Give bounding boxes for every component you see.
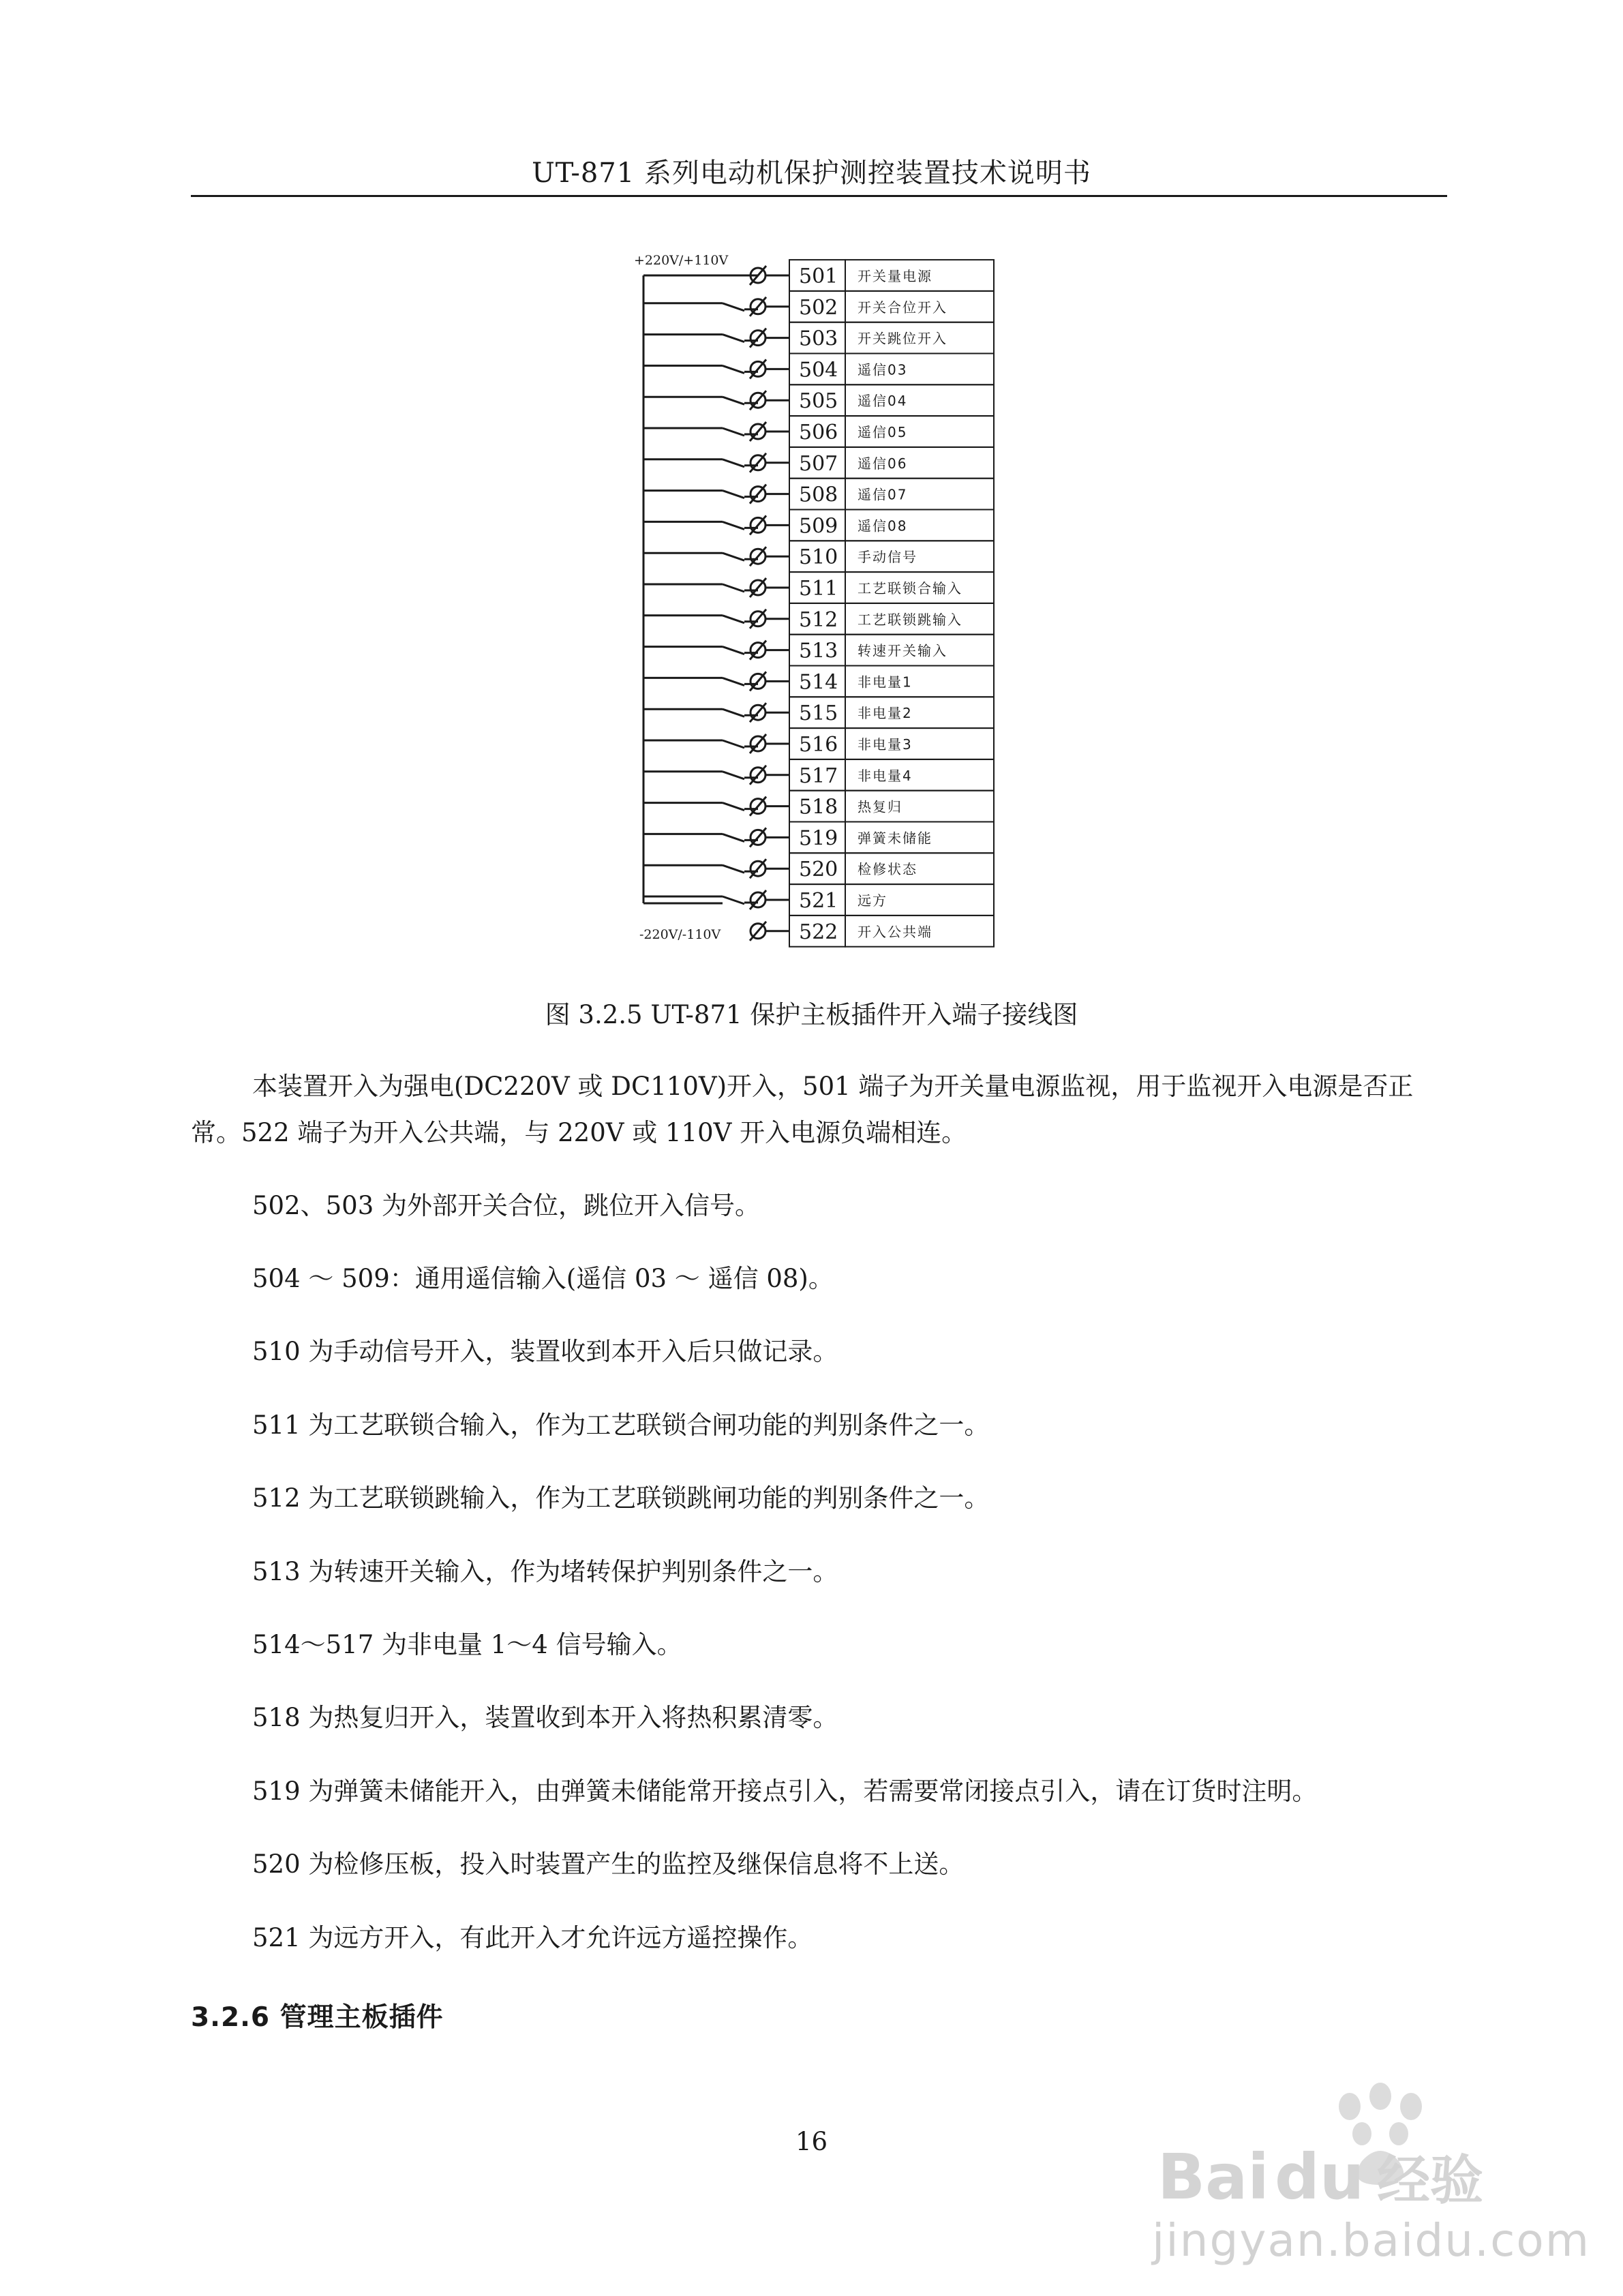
- terminal-number: 502: [799, 295, 838, 320]
- page-number: 16: [795, 2127, 828, 2156]
- terminal-label: 开关跳位开入: [858, 330, 947, 347]
- switch-contact: [723, 616, 744, 623]
- terminal-label: 遥信04: [858, 393, 908, 410]
- terminal-label: 工艺联锁跳输入: [858, 611, 962, 628]
- terminal-label: 手动信号: [858, 549, 917, 566]
- text-line: 511 为工艺联锁合输入，作为工艺联锁合闸功能的判别条件之一。: [252, 1410, 990, 1440]
- text-line: 514～517 为非电量 1～4 信号输入。: [252, 1630, 682, 1659]
- terminal-number: 512: [799, 607, 838, 632]
- terminal-number: 505: [799, 389, 838, 414]
- switch-contact: [723, 772, 744, 779]
- switch-contact: [723, 335, 744, 342]
- top-voltage-label: +220V/+110V: [634, 253, 729, 268]
- text-line: 510 为手动信号开入，装置收到本开入后只做记录。: [252, 1337, 838, 1366]
- text-line: 512 为工艺联锁跳输入，作为工艺联锁跳闸功能的判别条件之一。: [252, 1483, 990, 1513]
- terminal-number: 521: [799, 889, 838, 913]
- switch-contact: [723, 678, 744, 685]
- switch-contact: [723, 522, 744, 529]
- switch-contact: [723, 647, 744, 654]
- terminal-label: 遥信06: [858, 455, 908, 472]
- terminal-number: 501: [799, 265, 838, 288]
- switch-contact: [723, 459, 744, 467]
- switch-contact: [723, 428, 744, 436]
- terminal-label: 遥信03: [858, 361, 908, 378]
- text-line: 519 为弹簧未储能开入，由弹簧未储能常开接点引入，若需要常闭接点引入，请在订货时注明。: [252, 1777, 1318, 1806]
- terminal-label: 热复归: [858, 798, 902, 815]
- terminal-wiring-diagram: [0, 0, 1623, 968]
- terminal-number: 513: [799, 639, 838, 663]
- terminal-label: 遥信07: [858, 486, 908, 503]
- watermark-url: jingyan.baidu.com: [1152, 2214, 1591, 2267]
- terminal-number: 504: [799, 358, 838, 382]
- terminal-label: 非电量4: [858, 767, 913, 784]
- terminal-label: 非电量2: [858, 705, 913, 722]
- text-line: 521 为远方开入，有此开入才允许远方遥控操作。: [252, 1923, 813, 1952]
- switch-contact: [723, 553, 744, 560]
- document-header-title: UT-871 系列电动机保护测控装置技术说明书: [532, 157, 1091, 189]
- terminal-label: 开入公共端: [858, 923, 932, 940]
- switch-contact: [723, 303, 744, 311]
- terminal-number: 517: [799, 764, 838, 788]
- terminal-number: 510: [799, 545, 838, 570]
- terminal-label: 检修状态: [858, 861, 917, 878]
- text-line: 502、503 为外部开关合位，跳位开入信号。: [252, 1191, 761, 1220]
- terminal-label: 弹簧未储能: [858, 830, 932, 847]
- terminal-number: 516: [799, 733, 838, 757]
- terminal-label: 非电量3: [858, 736, 913, 753]
- terminal-number: 507: [799, 451, 838, 476]
- switch-contact: [723, 491, 744, 498]
- svg-text:du: du: [1275, 2141, 1365, 2214]
- switch-contact: [723, 865, 744, 873]
- figure-caption: 图 3.2.5 UT-871 保护主板插件开入端子接线图: [545, 1000, 1078, 1029]
- switch-contact: [723, 397, 744, 404]
- switch-contact: [723, 803, 744, 811]
- terminal-label: 开关量电源: [858, 268, 932, 284]
- terminal-number: 520: [799, 858, 838, 882]
- terminal-number: 508: [799, 483, 838, 507]
- terminal-number: 503: [799, 327, 838, 351]
- switch-contact: [723, 834, 744, 841]
- terminal-label: 遥信08: [858, 517, 908, 534]
- text-line: 504 ～ 509：通用遥信输入(遥信 03 ～ 遥信 08)。: [252, 1264, 834, 1293]
- section-heading: 3.2.6 管理主板插件: [191, 2002, 444, 2033]
- svg-text:经验: 经验: [1377, 2150, 1484, 2211]
- terminal-number: 509: [799, 514, 838, 539]
- svg-text:Bai: Bai: [1157, 2141, 1269, 2214]
- terminal-label: 遥信05: [858, 424, 908, 440]
- bottom-voltage-label: -220V/-110V: [639, 927, 721, 942]
- terminal-number: 506: [799, 421, 838, 444]
- terminal-number: 518: [799, 795, 838, 819]
- text-line: 513 为转速开关输入，作为堵转保护判别条件之一。: [252, 1557, 838, 1586]
- terminal-number: 514: [799, 670, 838, 695]
- switch-contact: [723, 365, 744, 373]
- terminal-label: 非电量1: [858, 674, 913, 691]
- terminal-label: 开关合位开入: [858, 299, 947, 316]
- terminal-number: 522: [799, 920, 838, 944]
- text-line: 520 为检修压板，投入时装置产生的监控及继保信息将不上送。: [252, 1849, 965, 1879]
- switch-contact: [723, 584, 744, 592]
- terminal-label: 远方: [858, 892, 888, 909]
- terminal-number: 511: [799, 577, 838, 601]
- terminal-number: 519: [799, 826, 838, 851]
- switch-contact: [723, 740, 744, 748]
- paragraph-intro: 本装置开入为强电(DC220V 或 DC110V)开入，501 端子为开关量电源监视，用于监视开入电源是否正常。522 端子为开入公共端，与 220V 或 110V 开入电源负端相连。: [191, 1072, 1414, 1147]
- terminal-label: 工艺联锁合输入: [858, 580, 962, 596]
- switch-contact: [723, 896, 744, 904]
- switch-contact: [723, 709, 744, 716]
- text-line: 518 为热复归开入，装置收到本开入将热积累清零。: [252, 1703, 838, 1732]
- terminal-number: 515: [799, 701, 838, 726]
- terminal-label: 转速开关输入: [858, 642, 947, 659]
